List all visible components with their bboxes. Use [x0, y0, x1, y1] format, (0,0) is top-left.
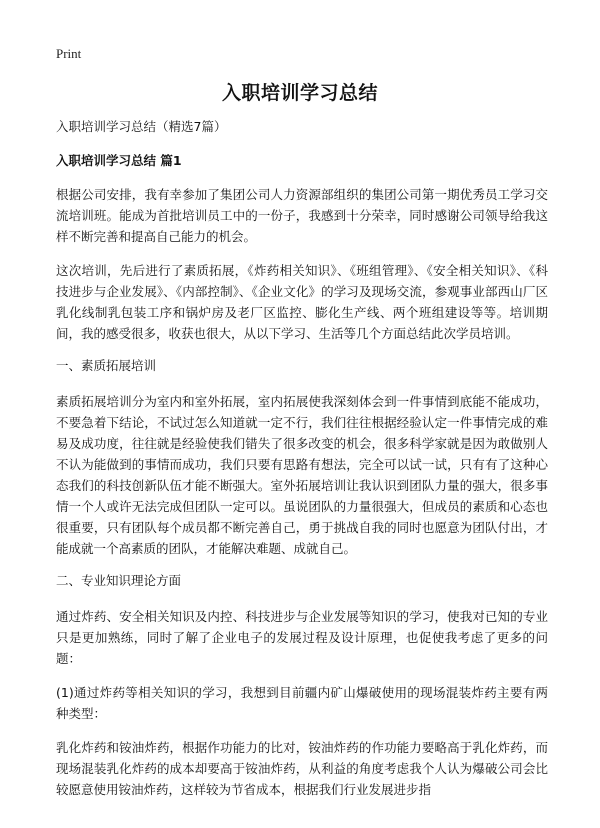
paragraph-explosives-types: (1)通过炸药等相关知识的学习，我想到目前疆内矿山爆破使用的现场混装炸药主要有两种类型：: [56, 685, 548, 721]
paragraph-training-overview: 这次培训，先后进行了素质拓展，《炸药相关知识》、《班组管理》、《安全相关知识》、《科技进步与企业发展》、《内部控制》、《企业文化》的学习及现场交流，参观事业部西山厂区乳化线制乳包装工序和锅炉房及老厂区监控、膨化生产线、两个班组建设等等。培训期间，我的感受很多，收获也很大，从以下学习、生活等几个方面总结此次学员培训。: [56, 263, 548, 341]
section-heading: 入职培训学习总结 篇1: [56, 153, 182, 168]
subheading-quality-training: 一、素质拓展培训: [56, 358, 157, 373]
subheading-professional-knowledge: 二、专业知识理论方面: [56, 573, 182, 588]
paragraph-quality-training: 素质拓展培训分为室内和室外拓展，室内拓展使我深刻体会到一件事情到底能不能成功，不要急着下结论，不试过怎么知道就一定不行，我们往往根据经验认定一件事情完成的难易及成功度，往往就是经验使我们错失了很多改变的机会，很多科学家就是因为敢做别人不认为能做到的事情而成功，我们只要有思路有想法，完全可以试一试，只有有了这种心态我们的科技创新队伍才能不断强大。室外拓展培训让我认识到团队力量的强大，很多事情一个人或许无法完成但团队一定可以。虽说团队的力量很强大，但成员的素质和心态也很重要，只有团队每个成员都不断完善自己，勇于挑战自我的同时也愿意为团队付出，才能成就一个高素质的团队，才能解决难题、成就自己。: [56, 394, 548, 556]
paragraph-professional-knowledge: 通过炸药、安全相关知识及内控、科技进步与企业发展等知识的学习，使我对已知的专业只是更加熟练，同时了解了企业电子的发展过程及设计原理，也促使我考虑了更多的问题：: [56, 609, 548, 666]
paragraph-explosives-comparison: 乳化炸药和铵油炸药，根据作功能力的比对，铵油炸药的作功能力要略高于乳化炸药，而现场混装乳化炸药的成本却要高于铵油炸药，从利益的角度考虑我个人认为爆破公司会比较愿意使用铵油炸药，这样较为节省成本，根据我们行业发展进步指: [56, 740, 548, 797]
page-title: 入职培训学习总结: [221, 82, 378, 104]
paragraph-intro: 根据公司安排，我有幸参加了集团公司人力资源部组织的集团公司第一期优秀员工学习交流培训班。能成为首批培训员工中的一份子，我感到十分荣幸，同时感谢公司领导给我这样不断完善和提高自己能力的机会。: [56, 187, 548, 244]
document-body: [56, 118, 548, 813]
document-subtitle: 入职培训学习总结（精选7篇）: [56, 119, 227, 134]
print-link[interactable]: Print: [56, 46, 82, 61]
